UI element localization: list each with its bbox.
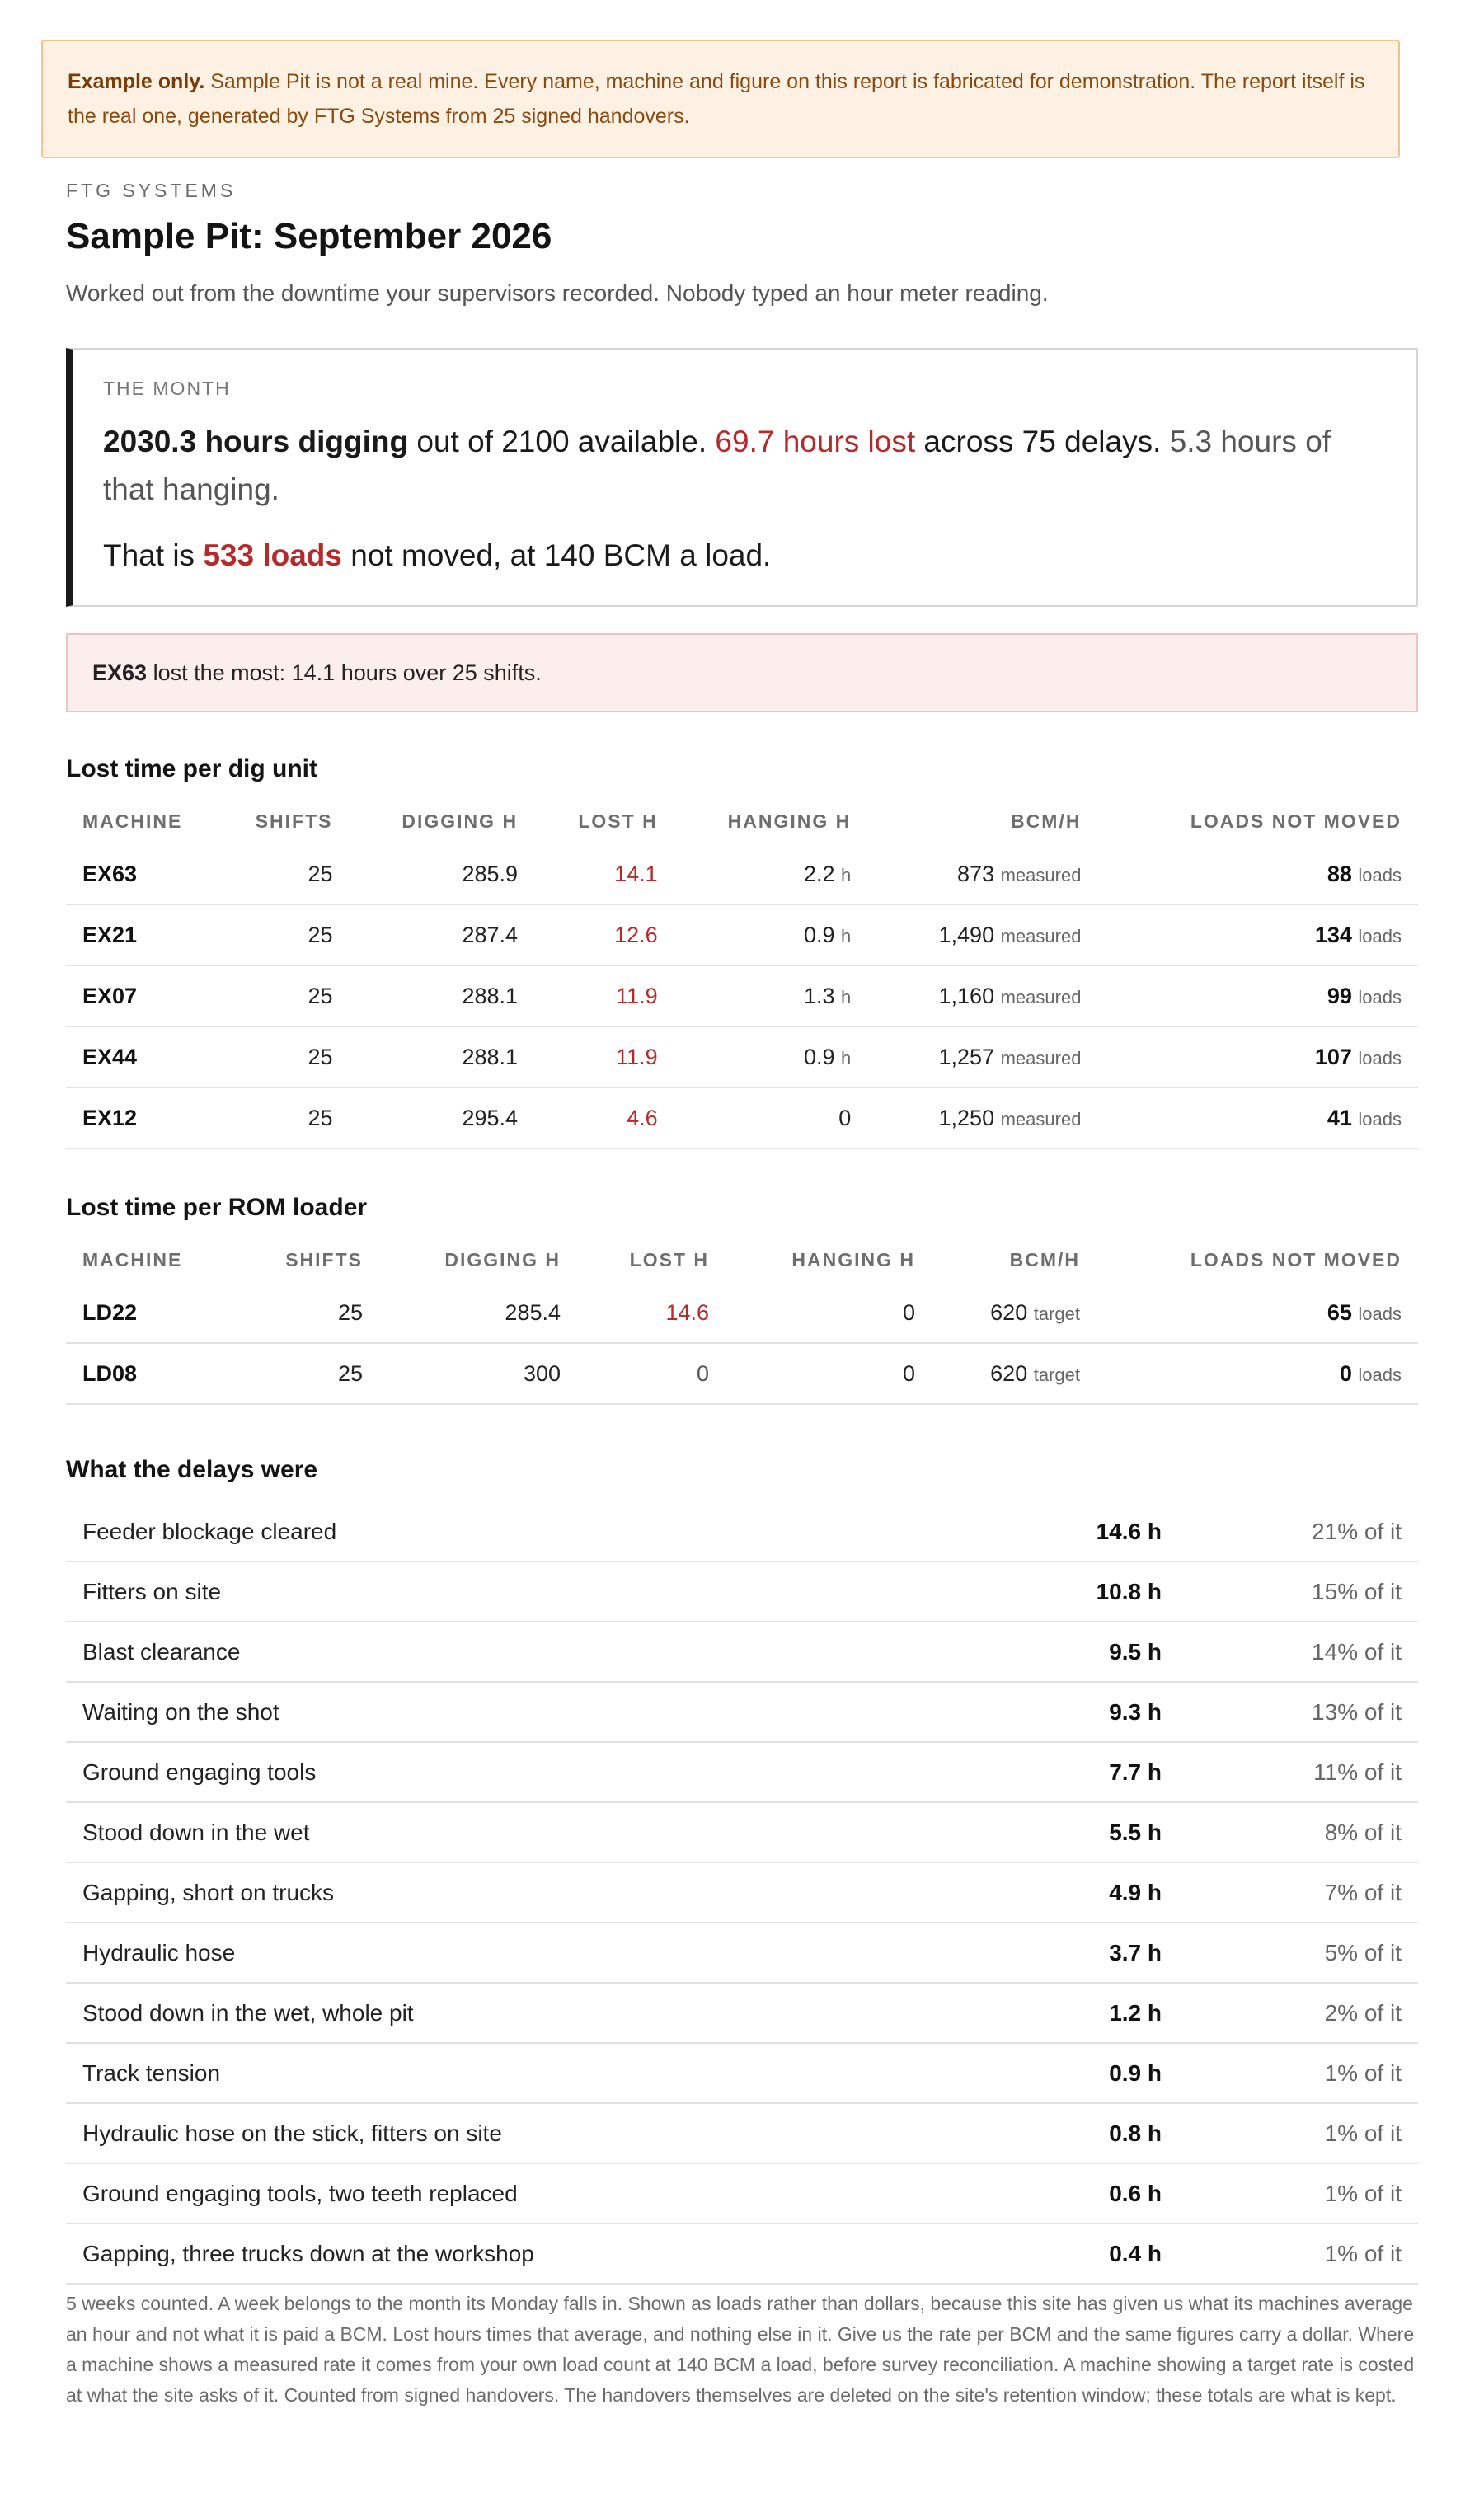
delay-hours: 4.9 h: [913, 1862, 1162, 1923]
rom-loaders-table: [66, 1237, 1418, 1405]
bcm-cell: [867, 965, 1097, 1026]
column-header: DIGGING H: [444, 1248, 561, 1270]
bcm-value: 620: [990, 1360, 1028, 1386]
footnote: 5 weeks counted. A week belongs to the month its Monday falls in. Shown as loads rather than dollars, because this site has given us what its machines average an hour and not what it is paid a BCM. Lost hours times that average, and nothing else in it. Give us the rate per BCM and the same figures carry a dollar. Where a machine shows a measured rate it comes from your own load count at 140 BCM a load, before survey reconciliation. A machine showing a target rate is costed at what the site asks of it. Counted from signed handovers. The handovers themselves are deleted on the site's retention window; these totals are what is kept.: [66, 2293, 1415, 2406]
delay-row: [66, 1742, 1418, 1802]
table-header-row: [66, 1237, 1418, 1283]
rom-loaders-title: Lost time per ROM loader: [66, 1194, 368, 1221]
shifts-cell: 25: [239, 844, 350, 904]
delay-row: [66, 1862, 1418, 1923]
bcm-note: measured: [1000, 1047, 1082, 1068]
delay-share: 1% of it: [1162, 2043, 1418, 2103]
delay-share: 14% of it: [1162, 1622, 1418, 1682]
bcm-note: measured: [1000, 925, 1082, 946]
table-row: [66, 1283, 1418, 1343]
delay-row: [66, 2163, 1418, 2224]
column-header: DIGGING H: [402, 810, 519, 832]
delay-row: [66, 1682, 1418, 1742]
delay-label: Ground engaging tools, two teeth replaced: [66, 2163, 913, 2224]
bcm-note: measured: [1000, 986, 1082, 1007]
table-header-row: [66, 798, 1418, 844]
delay-share: 5% of it: [1162, 1923, 1418, 1983]
loads-cell: [1097, 904, 1418, 965]
table-row: [66, 1087, 1418, 1148]
machine-cell: EX12: [66, 1087, 239, 1148]
delays-table: [66, 1502, 1418, 2285]
column-header: LOST H: [629, 1248, 709, 1270]
digging-hours: 2030.3 hours digging: [103, 425, 409, 458]
loads-unit: loads: [1358, 864, 1402, 885]
delay-share: 1% of it: [1162, 2103, 1418, 2163]
delay-label: Fitters on site: [66, 1561, 913, 1622]
delay-label: Track tension: [66, 2043, 913, 2103]
lost-hours: 69.7 hours lost: [715, 425, 916, 458]
loads-unit: loads: [1358, 1364, 1402, 1385]
bcm-cell: [867, 904, 1097, 965]
delay-row: [66, 1923, 1418, 1983]
table-row: [66, 844, 1418, 904]
hanging-value: 2.2: [803, 861, 835, 886]
digging-cell: 285.9: [349, 844, 534, 904]
shifts-cell: 25: [239, 904, 350, 965]
shifts-cell: 25: [231, 1343, 379, 1404]
delay-row: [66, 2103, 1418, 2163]
delay-share: 21% of it: [1162, 1502, 1418, 1561]
delay-label: Gapping, short on trucks: [66, 1862, 913, 1923]
delay-share: 2% of it: [1162, 1983, 1418, 2043]
loads-value: 107: [1314, 1044, 1352, 1069]
column-header: LOST H: [578, 810, 658, 832]
delay-row: [66, 1622, 1418, 1682]
loads-cell: [1097, 1026, 1418, 1087]
delay-label: Stood down in the wet: [66, 1802, 913, 1862]
hanging-cell: [674, 904, 868, 965]
loads-value: 65: [1327, 1299, 1352, 1325]
worst-machine-callout: [66, 633, 1418, 712]
hanging-value: 1.3: [803, 983, 835, 1008]
loads-unit: loads: [1358, 986, 1402, 1007]
delay-row: [66, 2224, 1418, 2284]
machine-cell: EX44: [66, 1026, 239, 1087]
lost-cell: 14.1: [534, 844, 674, 904]
loads-unit: loads: [1358, 1108, 1402, 1129]
lost-cell: 14.6: [577, 1283, 726, 1343]
machine-cell: EX07: [66, 965, 239, 1026]
hanging-cell: 0: [726, 1343, 932, 1404]
delay-label: Blast clearance: [66, 1622, 913, 1682]
column-header: HANGING H: [727, 810, 852, 832]
hanging-unit: h: [841, 925, 852, 946]
bcm-note: target: [1033, 1364, 1080, 1385]
bcm-cell: [867, 1087, 1097, 1148]
delay-hours: 5.5 h: [913, 1802, 1162, 1862]
delay-share: 1% of it: [1162, 2163, 1418, 2224]
delay-count: across 75 delays.: [923, 425, 1162, 458]
digging-cell: 288.1: [349, 965, 534, 1026]
month-label: THE MONTH: [103, 378, 231, 399]
delay-hours: 10.8 h: [913, 1561, 1162, 1622]
lost-cell: 11.9: [534, 965, 674, 1026]
delay-label: Hydraulic hose on the stick, fitters on site: [66, 2103, 913, 2163]
delay-hours: 0.6 h: [913, 2163, 1162, 2224]
column-header: SHIFTS: [255, 810, 333, 832]
delay-share: 7% of it: [1162, 1862, 1418, 1923]
delay-hours: 7.7 h: [913, 1742, 1162, 1802]
shifts-cell: 25: [239, 1087, 350, 1148]
table-row: [66, 904, 1418, 965]
column-header: SHIFTS: [285, 1248, 363, 1270]
example-notice: [41, 40, 1400, 158]
table-row: [66, 965, 1418, 1026]
bcm-value: 1,257: [938, 1044, 995, 1069]
month-loads-line: [103, 532, 1387, 580]
machine-cell: EX63: [66, 844, 239, 904]
delay-label: Hydraulic hose: [66, 1923, 913, 1983]
delay-hours: 9.3 h: [913, 1682, 1162, 1742]
digging-cell: 300: [379, 1343, 577, 1404]
digging-cell: 295.4: [349, 1087, 534, 1148]
delay-hours: 0.8 h: [913, 2103, 1162, 2163]
bcm-value: 620: [990, 1299, 1028, 1325]
delay-label: Waiting on the shot: [66, 1682, 913, 1742]
bcm-value: 1,160: [938, 983, 995, 1008]
dig-units-title: Lost time per dig unit: [66, 755, 317, 782]
bcm-note: target: [1033, 1303, 1080, 1324]
hanging-cell: [674, 844, 868, 904]
delay-share: 8% of it: [1162, 1802, 1418, 1862]
delay-row: [66, 1802, 1418, 1862]
that-is-text: That is: [103, 538, 195, 572]
hanging-unit: h: [841, 986, 852, 1007]
available-hours: out of 2100 available.: [416, 425, 707, 458]
notice-lead: Example only.: [68, 70, 205, 93]
column-header: BCM/H: [1011, 810, 1082, 832]
loads-unit: loads: [1358, 925, 1402, 946]
delay-row: [66, 1983, 1418, 2043]
delay-hours: 9.5 h: [913, 1622, 1162, 1682]
delay-share: 15% of it: [1162, 1561, 1418, 1622]
hanging-value: 0.9: [803, 1044, 835, 1069]
loads-value: 41: [1327, 1105, 1352, 1130]
column-header: LOADS NOT MOVED: [1190, 1248, 1402, 1270]
lost-cell: 11.9: [534, 1026, 674, 1087]
worst-machine-text: lost the most: 14.1 hours over 25 shifts.: [153, 660, 542, 685]
digging-cell: 287.4: [349, 904, 534, 965]
loads-value: 88: [1327, 861, 1352, 886]
loads-cell: [1097, 965, 1418, 1026]
digging-cell: 288.1: [349, 1026, 534, 1087]
lost-cell: 12.6: [534, 904, 674, 965]
delay-hours: 0.9 h: [913, 2043, 1162, 2103]
page-title: Sample Pit: September 2026: [66, 216, 552, 256]
loads-cell: [1097, 1283, 1418, 1343]
column-header: BCM/H: [1009, 1248, 1080, 1270]
delay-row: [66, 1502, 1418, 1561]
table-row: [66, 1026, 1418, 1087]
bcm-value: 1,490: [938, 922, 995, 947]
loads-not-moved: 533 loads: [203, 538, 342, 572]
column-header: LOADS NOT MOVED: [1190, 810, 1402, 832]
loads-cell: [1097, 1343, 1418, 1404]
delay-hours: 14.6 h: [913, 1502, 1162, 1561]
delays-title: What the delays were: [66, 1456, 318, 1483]
delay-share: 11% of it: [1162, 1742, 1418, 1802]
hanging-unit: h: [841, 864, 852, 885]
shifts-cell: 25: [231, 1283, 379, 1343]
notice-text: Sample Pit is not a real mine. Every name, machine and figure on this report is fabricated for demonstration. The report itself is the real one, generated by FTG Systems from 25 signed handovers.: [68, 70, 1365, 128]
bcm-cell: [867, 844, 1097, 904]
bcm-note: measured: [1000, 1108, 1082, 1129]
page-subtitle: Worked out from the downtime your supervisors recorded. Nobody typed an hour meter reading.: [66, 280, 1049, 306]
loads-value: 99: [1327, 983, 1352, 1008]
bcm-cell: [867, 1026, 1097, 1087]
bcm-cell: [932, 1283, 1097, 1343]
shifts-cell: 25: [239, 965, 350, 1026]
hanging-hours: 5.3 hours of that hanging.: [103, 425, 1331, 506]
lost-cell: 4.6: [534, 1087, 674, 1148]
loads-cell: [1097, 844, 1418, 904]
table-row: [66, 1343, 1418, 1404]
delay-label: Ground engaging tools: [66, 1742, 913, 1802]
machine-cell: EX21: [66, 904, 239, 965]
delay-row: [66, 2043, 1418, 2103]
brand-kicker: FTG SYSTEMS: [66, 180, 237, 201]
hanging-unit: h: [841, 1047, 852, 1068]
worst-machine-id: EX63: [92, 660, 148, 685]
delay-row: [66, 1561, 1418, 1622]
delay-label: Gapping, three trucks down at the workshop: [66, 2224, 913, 2284]
month-summary-card: [66, 348, 1418, 607]
loads-cell: [1097, 1087, 1418, 1148]
bcm-cell: [932, 1343, 1097, 1404]
delay-hours: 3.7 h: [913, 1923, 1162, 1983]
loads-unit: loads: [1358, 1303, 1402, 1324]
delay-hours: 1.2 h: [913, 1983, 1162, 2043]
machine-cell: LD08: [66, 1343, 231, 1404]
column-header: HANGING H: [791, 1248, 915, 1270]
loads-value: 134: [1314, 922, 1352, 947]
lost-cell: 0: [577, 1343, 726, 1404]
delay-label: Feeder blockage cleared: [66, 1502, 913, 1561]
bcm-value: 1,250: [938, 1105, 995, 1130]
digging-cell: 285.4: [379, 1283, 577, 1343]
loads-explanation: not moved, at 140 BCM a load.: [350, 538, 772, 572]
hanging-value: 0.9: [803, 922, 835, 947]
hanging-cell: 0: [726, 1283, 932, 1343]
hanging-cell: [674, 1087, 868, 1148]
delay-label: Stood down in the wet, whole pit: [66, 1983, 913, 2043]
month-summary-line: [103, 418, 1387, 514]
machine-cell: LD22: [66, 1283, 231, 1343]
hanging-cell: [674, 1026, 868, 1087]
loads-unit: loads: [1358, 1047, 1402, 1068]
column-header: MACHINE: [82, 1248, 183, 1270]
loads-value: 0: [1339, 1360, 1352, 1386]
delay-share: 13% of it: [1162, 1682, 1418, 1742]
hanging-value: 0: [838, 1105, 852, 1130]
shifts-cell: 25: [239, 1026, 350, 1087]
bcm-value: 873: [957, 861, 995, 886]
hanging-cell: [674, 965, 868, 1026]
delay-share: 1% of it: [1162, 2224, 1418, 2284]
column-header: MACHINE: [82, 810, 183, 832]
bcm-note: measured: [1000, 864, 1082, 885]
dig-units-table: [66, 798, 1418, 1149]
delay-hours: 0.4 h: [913, 2224, 1162, 2284]
